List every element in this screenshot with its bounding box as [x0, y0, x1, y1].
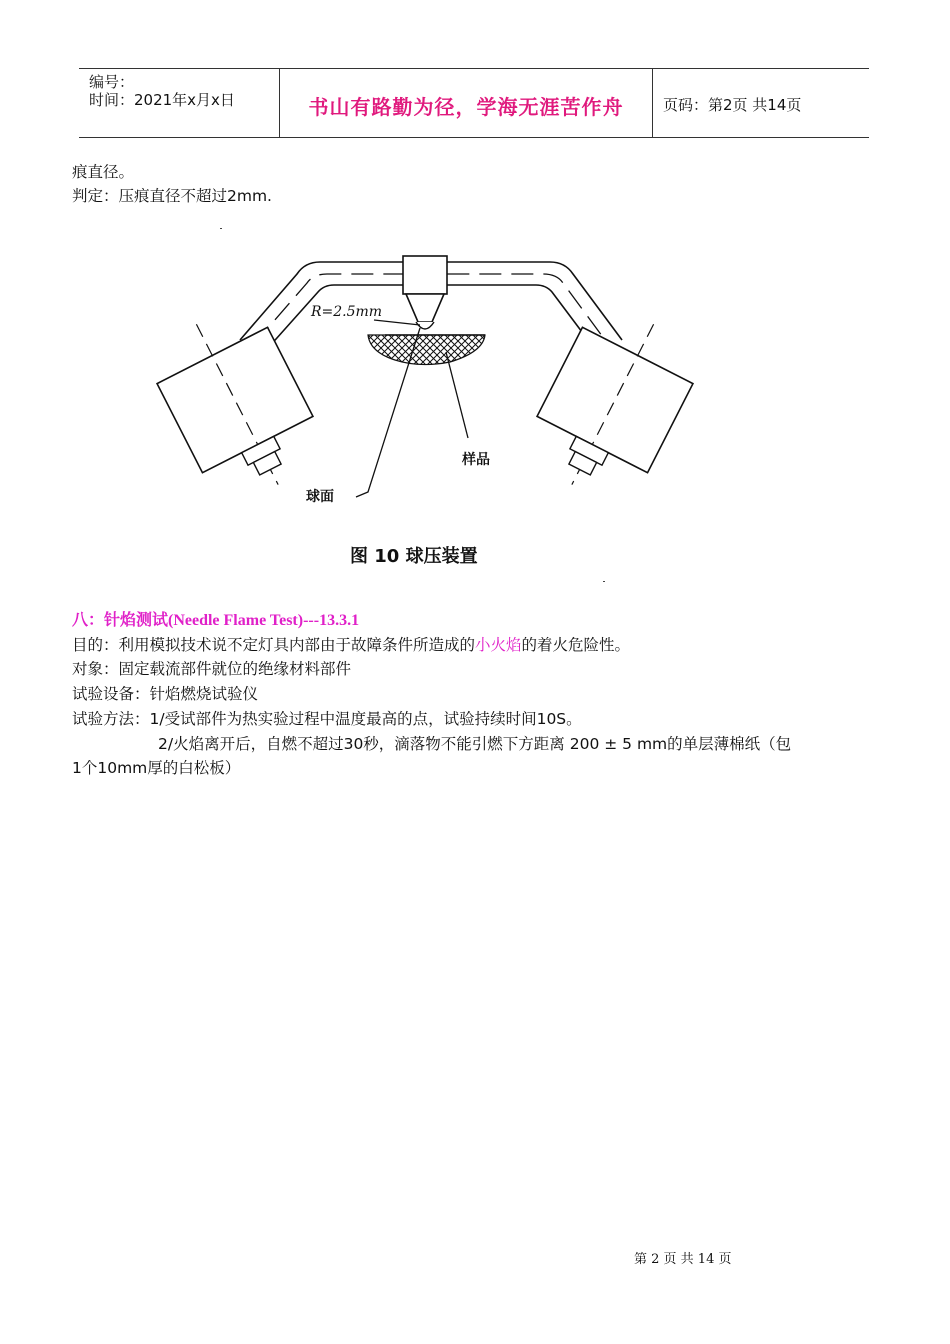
header-motto-cell: [280, 69, 653, 137]
sample-leader: [446, 352, 468, 438]
purpose-prefix: 目的：利用模拟技术说不定灯具内部由于故障条件所造成的: [72, 636, 476, 654]
speck: [603, 581, 605, 582]
page-label: 页码：第2页 共14页: [663, 96, 802, 114]
method-line-1: 试验方法：1/受试部件为热实验过程中温度最高的点，试验持续时间10S。: [72, 710, 582, 728]
figure-caption: 图 10 球压装置: [350, 546, 478, 567]
purpose-suffix: 的着火危险性。: [521, 636, 631, 654]
sphere-label: 球面: [306, 489, 334, 505]
radius-leader: [374, 320, 420, 325]
header-page-cell: [653, 69, 869, 137]
left-weight: [150, 296, 333, 513]
body-line-2: 判定：压痕直径不超过2mm.: [72, 187, 272, 205]
object-line: 对象：固定载流部件就位的绝缘材料部件: [72, 660, 352, 678]
equipment-line: 试验设备：针焰燃烧试验仪: [72, 685, 259, 703]
ball-tip: [416, 322, 434, 329]
number-label: 编号：: [89, 73, 135, 91]
page-header: [79, 68, 869, 138]
radius-label: R=2.5mm: [311, 304, 383, 320]
header-info-cell: [79, 69, 280, 137]
ball-pressure-figure: [150, 222, 710, 542]
sample-label: 样品: [462, 452, 490, 468]
purpose-highlight: 小火焰: [475, 636, 522, 654]
method-line-2: 2/火焰离开后，自燃不超过30秒，滴落物不能引燃下方距离 200 ± 5 mm的单层薄棉纸（包: [158, 735, 792, 753]
date-label: 时间：2021年x月x日: [89, 91, 235, 109]
center-cone: [406, 294, 444, 322]
motto: 书山有路勤为径，学海无涯苦作舟: [308, 95, 624, 119]
page-footer: 第 2 页 共 14 页: [634, 1252, 732, 1267]
center-holder: [403, 256, 447, 294]
section-title: 八：针焰测试(Needle Flame Test)---13.3.1: [72, 612, 360, 629]
body-line-1: 痕直径。: [72, 163, 135, 181]
purpose-line: [72, 635, 630, 655]
ball-pressure-diagram: [150, 222, 710, 542]
method-line-2-cont: 1个10mm厚的白松板）: [72, 759, 241, 777]
sample-hatch: [368, 335, 485, 365]
